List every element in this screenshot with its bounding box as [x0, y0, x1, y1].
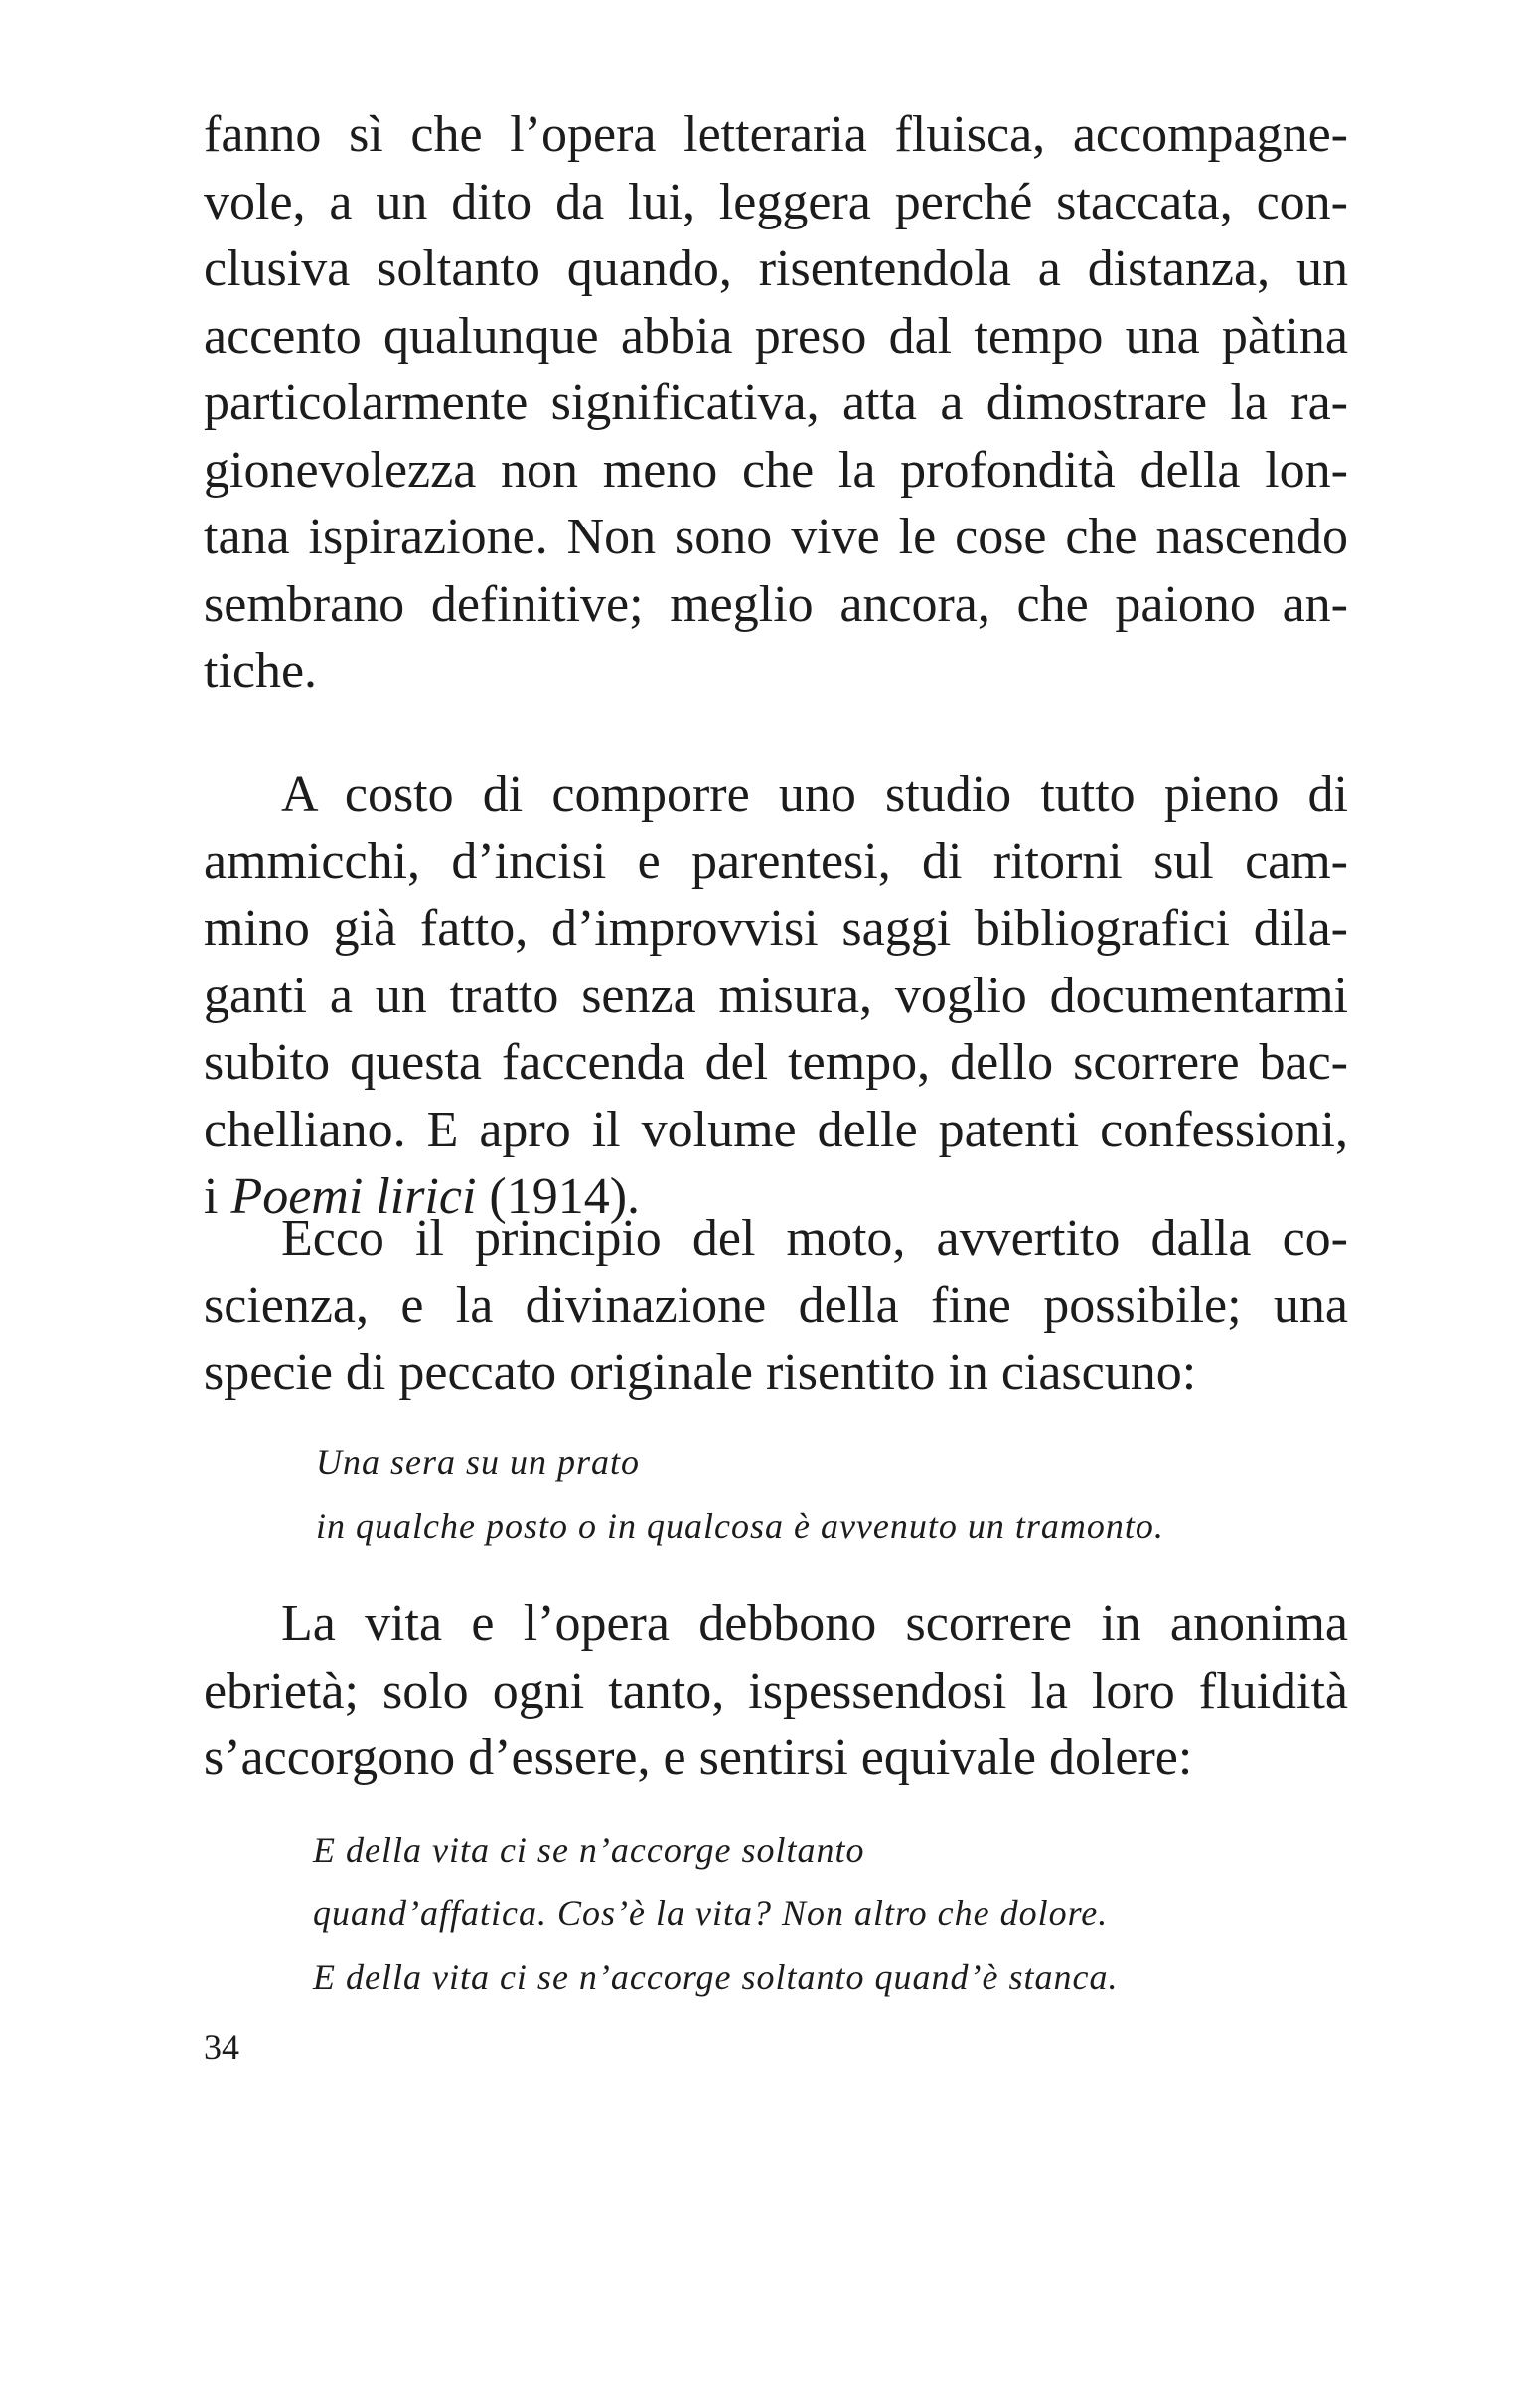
- text-line: Ecco il principio del moto, avvertito dalla co-: [281, 1210, 1348, 1267]
- text-line: La vita e l’opera debbono scorrere in anonima: [281, 1595, 1348, 1652]
- verse-line: E della vita ci se n’accorge soltanto quand’è stanca.: [313, 1957, 1119, 1997]
- text-line: clusiva soltanto quando, risentendola a distanza, un: [204, 240, 1348, 297]
- text-line: gionevolezza non meno che la profondità della lon-: [204, 441, 1348, 499]
- text-line: specie di peccato originale risentito in ciascuno:: [204, 1344, 1197, 1401]
- text-line: scienza, e la divinazione della fine possibile; una: [204, 1277, 1348, 1334]
- paragraph-costo: [204, 761, 1348, 1231]
- verse-line: in qualche posto o in qualcosa è avvenuto un tramonto.: [316, 1506, 1164, 1546]
- text-line: chelliano. E apro il volume delle patenti confessioni,: [204, 1101, 1348, 1158]
- text-line: tiche.: [204, 643, 318, 699]
- verse-line: E della vita ci se n’accorge soltanto: [313, 1830, 865, 1870]
- text-line: ganti a un tratto senza misura, voglio documentarmi: [204, 967, 1348, 1024]
- verse-line: quand’affatica. Cos’è la vita? Non altro che dolore.: [313, 1893, 1109, 1933]
- text-line: fanno sì che l’opera letteraria fluisca, accompagne-: [204, 106, 1348, 163]
- text-line: mino già fatto, d’improvvisi saggi bibliografici dila-: [204, 900, 1348, 957]
- text-line: accento qualunque abbia preso dal tempo una pàtina: [204, 307, 1348, 365]
- text-prefix: i: [204, 1168, 231, 1225]
- text-line: subito questa faccenda del tempo, dello scorrere bac-: [204, 1034, 1348, 1091]
- paragraph-ecco: [204, 1205, 1348, 1407]
- text-line: A costo di comporre uno studio tutto pieno di: [281, 766, 1348, 823]
- text-line: s’accorgono d’essere, e sentirsi equivale dolere:: [204, 1730, 1193, 1786]
- text-line: tana ispirazione. Non sono vive le cose che nascendo: [204, 509, 1348, 565]
- text-line: vole, a un dito da lui, leggera perché staccata, con-: [204, 173, 1348, 230]
- book-title: Poemi lirici: [230, 1168, 477, 1225]
- verse-quote-prato: [316, 1430, 1164, 1558]
- paragraph-continuation: [204, 101, 1348, 705]
- paragraph-vita: [204, 1590, 1348, 1792]
- text-line: sembrano definitive; meglio ancora, che paiono an-: [204, 575, 1348, 633]
- text-line: ebrietà; solo ogni tanto, ispessendosi la loro fluidità: [204, 1662, 1348, 1720]
- page-number: 34: [204, 2028, 239, 2067]
- verse-line: Una sera su un prato: [316, 1442, 641, 1482]
- text-line: ammicchi, d’incisi e parentesi, di ritorni sul cam-: [204, 832, 1348, 890]
- text-suffix: (1914).: [476, 1168, 641, 1225]
- text-line: particolarmente significativa, atta a dimostrare la ra-: [204, 375, 1348, 431]
- verse-quote-vita: [313, 1818, 1119, 2009]
